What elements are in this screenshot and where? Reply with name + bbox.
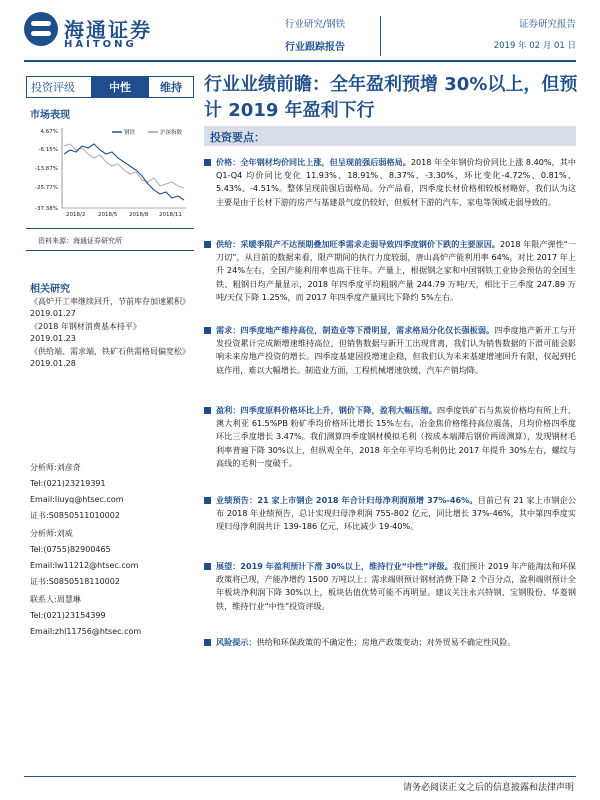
chart-source: 资料来源：海通证券研究所 — [38, 237, 122, 245]
header-divider — [24, 60, 576, 62]
y-tick-label: -6.15% — [38, 147, 58, 153]
logo-chinese: 海通证券 — [64, 18, 152, 42]
analyst-tel: Tel:(021)23154399 — [30, 611, 106, 620]
steel-series-line — [64, 144, 184, 200]
paragraph-lead: 展望：2019 年盈利预计下滑 30%以上，维持行业“中性”评级。 — [216, 561, 453, 571]
bullet-icon — [204, 563, 211, 570]
y-tick-label: -25.77% — [35, 185, 58, 191]
paragraph-body: 2018 年限产弹性“一刀切”，从目前的数据来看，限产期间的执行力度较弱，唐山高炉产能利用率 64%，对比 2017 年上升 24%左右，全国产能利用率也高于往年。产量上，根据钢之家和中国钢铁工业协会预估的全国生铁、粗钢日均产量显示，2018 年四季度平均粗钢产量 244.79 万吨/天，相比于三季度 247.89 万吨/天仅下降 1.25%，而 2017 年四季度产量同比下降约 5%左右。 — [216, 239, 576, 302]
x-tick-label: 2018/5 — [98, 212, 118, 218]
related-item-date: 2019.01.28 — [30, 359, 76, 368]
related-item-date: 2019.01.23 — [30, 334, 76, 343]
bullet-icon — [204, 159, 211, 166]
left-divider — [26, 228, 194, 229]
key-point-paragraph — [204, 404, 576, 470]
analyst-tel: Tel:(021)23219391 — [30, 479, 106, 488]
y-tick-label: -13.87% — [35, 166, 58, 172]
header-report-type: 行业跟踪报告 — [285, 42, 345, 53]
paragraph-body: 四季度铁矿石与焦炭价格均有所上升，澳大利亚 61.5%PB 粉矿季均价格环比增长 15%左右，冶金焦价格维持高位震荡，月均价格四季度环比三季度增长 3.47%。我们测算四季度钢材模拟毛利（按成本端滞后钢价两周测算），发现钢材毛利率普遍下降 30%以上，但纵观全年，2018 年全年平均毛利仍比 2017 年提升 30%左右，螺纹与高线的毛利一度破千。 — [216, 405, 576, 468]
header-separator — [380, 16, 381, 56]
related-item-title[interactable]: 《供给端、需求端，铁矿石供需格局偏宽松》 — [30, 347, 190, 356]
paragraph-body: 目前已有 21 家上市钢企公布 2018 年业绩预告，总计实现归母净利润 755-802 亿元，同比增长 37%-46%，其中第四季度实现归母净利润共计 139-186 亿元，环比减少 19-40%。 — [216, 495, 576, 532]
related-item-title[interactable]: 《2018 年钢材消费基本持平》 — [30, 322, 141, 331]
header-right-title: 证券研究报告 — [518, 19, 576, 30]
y-tick-label: -37.38% — [35, 206, 58, 212]
bullet-icon — [204, 497, 211, 504]
rating-value: 中性 — [91, 77, 149, 97]
analyst-email[interactable]: Email:zhl11756@htsec.com — [30, 627, 142, 636]
related-research-list — [30, 296, 190, 371]
key-points-label: 投资要点： — [210, 131, 265, 144]
analyst-block — [30, 526, 190, 590]
paragraph-body: 供给和环保政策的不确定性；房地产政策变动；对外贸易不确定性风险。 — [256, 637, 516, 647]
analyst-cert: 证书:S0850518110002 — [30, 577, 120, 586]
bullet-icon — [204, 241, 211, 248]
key-point-paragraph — [204, 238, 576, 304]
analyst-name: 联系人:周慧琳 — [30, 595, 81, 604]
paragraph-body: 四季度地产新开工与开发投资累计完成额增速维持高位，但销售数据与新开工出现背离，我们认为销售数据的下滑可能会影响未来房地产投资的增长。四季度基建因投增速企稳，但我们认为未来基建增速回升有限，仅起到托底作用，难以大幅增长。制造业方面，工程机械增速放缓，汽车产销均降。 — [216, 325, 576, 375]
market-performance-heading: 市场表现 — [30, 110, 70, 121]
header-category-block — [245, 16, 385, 53]
key-point-paragraph — [204, 560, 576, 613]
analyst-block — [30, 460, 190, 524]
report-title: 行业业绩前瞻：全年盈利预增 30%以上，但预计 2019 年盈利下行 — [204, 74, 578, 121]
footer-divider — [24, 776, 576, 777]
analyst-email[interactable]: Email:liuyq@htsec.com — [30, 495, 124, 504]
paragraph-lead: 风险提示： — [216, 637, 257, 647]
company-logo — [24, 12, 164, 56]
analyst-name: 分析师:刘威 — [30, 529, 73, 538]
bullet-icon — [204, 327, 211, 334]
logo-icon — [24, 12, 58, 46]
paragraph-lead: 需求：四季度地产维持高位，制造业等下滑明显，需求格局分化仅长强板弱。 — [216, 325, 495, 335]
x-tick-label: 2018/11 — [159, 212, 182, 218]
header-date: 2019 年 02 月 01 日 — [493, 41, 576, 51]
related-item-title[interactable]: 《高炉开工率继续回升，节前库存加速累积》 — [30, 297, 190, 306]
paragraph-body: 我们预计 2019 年产能淘汰和环保政策将已现，产能净增约 1500 万吨以上；需求端则预计钢材消费下降 2 个百分点，盈利端则预计全年板块净利润下降 30%以上，板块估值优势可能不再明显。建议关注永兴特钢、宝钢股份、华菱钢铁，维持行业“中性”投资评级。 — [216, 561, 576, 611]
index-series-line — [64, 144, 184, 188]
analyst-email[interactable]: Email:lw11212@htsec.com — [30, 561, 139, 570]
bullet-icon — [204, 407, 211, 414]
key-point-paragraph — [204, 636, 576, 649]
y-tick-label: 4.67% — [40, 129, 58, 135]
analyst-tel: Tel:(0755)82900465 — [30, 545, 111, 554]
paragraph-lead: 价格：全年钢材均价同比上涨，但呈现前强后弱格局。 — [216, 157, 411, 167]
x-tick-label: 2018/2 — [66, 212, 86, 218]
bullet-icon — [204, 639, 211, 646]
key-points-bar — [204, 126, 576, 146]
x-tick-label: 2018/8 — [129, 212, 149, 218]
analyst-name: 分析师:刘彦奇 — [30, 463, 81, 472]
rating-label: 投资评级 — [31, 81, 75, 94]
legend-steel-label: 钢铁 — [124, 130, 136, 136]
left-divider — [26, 250, 194, 251]
logo-english: HAITONG — [64, 39, 137, 50]
key-point-paragraph — [204, 156, 576, 209]
analyst-cert: 证书:S0850511010002 — [30, 511, 120, 520]
related-item-date: 2019.01.27 — [30, 309, 76, 318]
investment-rating — [26, 76, 194, 98]
market-chart-svg — [26, 124, 194, 220]
paragraph-lead: 盈利：四季度原料价格环比上升，钢价下降，盈利大幅压缩。 — [216, 405, 437, 415]
footer-disclaimer[interactable]: 请务必阅读正文之后的信息披露和法律声明 — [402, 783, 574, 793]
paragraph-body: 2018 年全年钢价均价同比上涨 8.40%，其中 Q1-Q4 均价同比变化 11.93%、18.91%、8.37%、-3.30%，环比变化-4.72%、0.81%、5.43%、-4.51%。整体呈现前强后弱格局。分产品看，四季度长材价格相较板材略好，我们认为这主要是由于长材下游的房产与基建景气度仍较好，但板材下游的汽车、家电等领域走弱导致的。 — [216, 157, 576, 207]
market-performance-chart — [26, 124, 194, 220]
paragraph-lead: 供给：采暖季限产不达预期叠加旺季需求走弱导致四季度钢价下跌的主要原因。 — [216, 239, 500, 249]
key-point-paragraph — [204, 494, 576, 534]
rating-action: 维持 — [160, 81, 182, 94]
related-research-heading: 相关研究 — [30, 284, 70, 295]
legend-index-label: 沪深指数 — [160, 130, 183, 136]
report-header — [0, 0, 600, 58]
header-category: 行业研究/钢铁 — [284, 19, 346, 30]
paragraph-lead: 业绩预告：21 家上市钢企 2018 年合计归母净利润预增 37%-46%。 — [216, 495, 478, 505]
analyst-block — [30, 592, 190, 640]
header-right-block — [436, 16, 576, 51]
key-point-paragraph — [204, 324, 576, 377]
